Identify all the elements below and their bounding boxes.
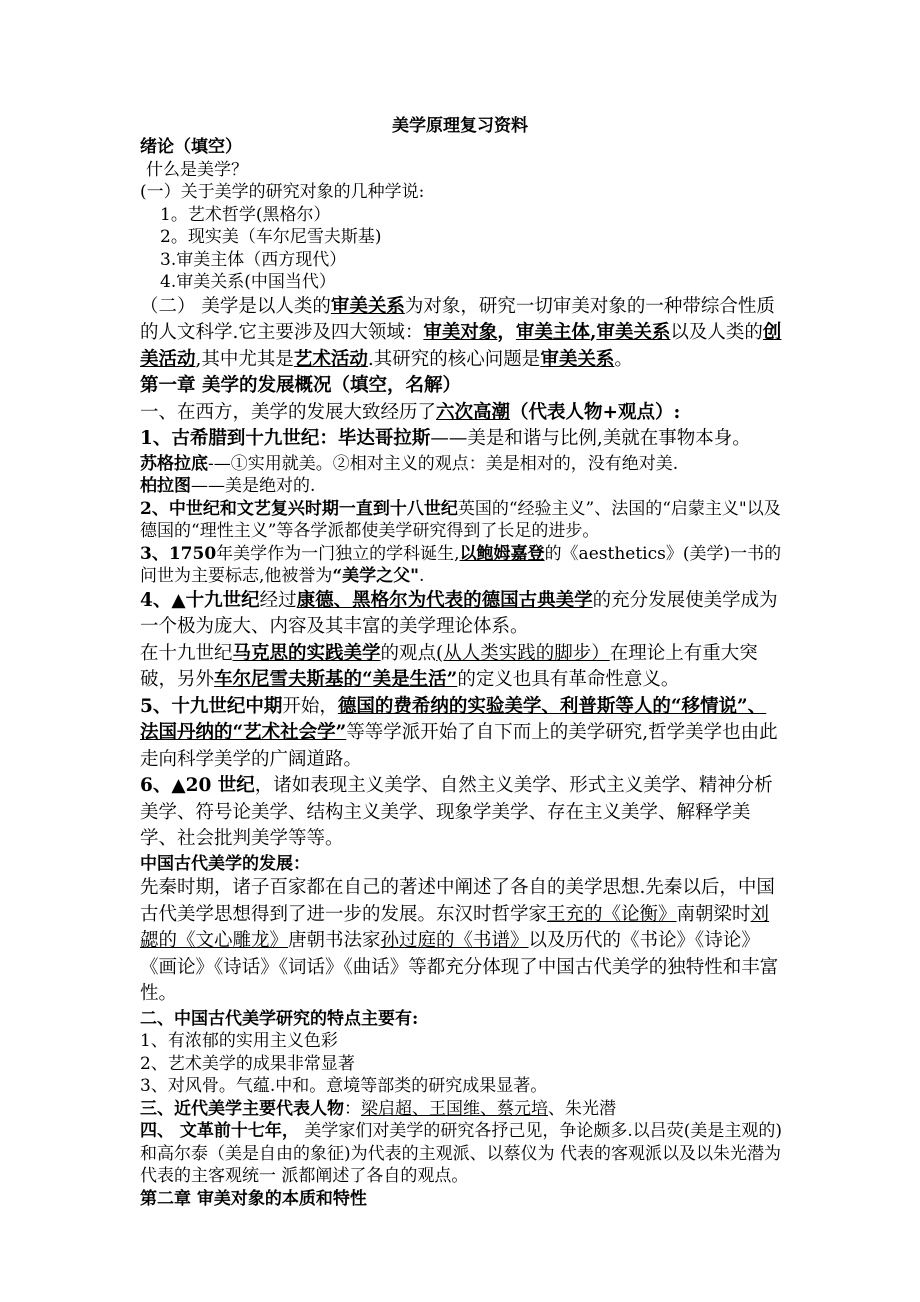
feature-item: 2、艺术美学的成果非常显著 — [140, 1053, 355, 1074]
theory-item: 1。艺术哲学(黑格尔） — [160, 204, 331, 225]
west-item-2: 2、中世纪和文艺复兴时期一直到十八世纪英国的“经验主义”、法国的“启蒙主义"以及德国的“理性主义”等各学派都使美学研究得到了长足的进步。 — [140, 498, 781, 541]
theory-item: 2。现实美（车尔尼雪夫斯基) — [160, 227, 382, 247]
chapter2-heading: 第二章 审美对象的本质和特性 — [140, 1188, 367, 1209]
china-features-heading: 二、中国古代美学研究的特点主要有: — [140, 1008, 419, 1029]
aesthetics-definition: （二） 美学是以人类的审美关系为对象，研究一切审美对象的一种带综合性质的人文科学.它主要涉及四大领域：审美对象，审美主体,审美关系以及人类的创美活动,其中尤其是艺术活动.其研究的核心问题是审美关系。 — [140, 295, 782, 370]
feature-item: 1、有浓郁的实用主义色彩 — [140, 1031, 338, 1051]
chapter1-heading: 第一章 美学的发展概况（填空，名解） — [140, 375, 461, 396]
west-item-4-marx: 在十九世纪马克思的实践美学的观点(从人类实践的脚步）在理论上有重大突破，另外车尔尼雪夫斯基的“美是生活”的定义也具有革命性意义。 — [140, 642, 758, 690]
china-development-text: 先秦时期，诸子百家都在自己的著述中阐述了各自的美学思想.先秦以后，中国古代美学思想得到了进一步的发展。东汉时哲学家王充的《论衡》南朝梁时刘勰的《文心雕龙》唐朝书法家孙过庭的《书谱》以及历代的《书论》《诗论》《画论》《诗话》《词话》《曲话》等都充分体现了中国古代美学的独特性和丰富性。 — [140, 877, 779, 1004]
theory-item: 4.审美关系(中国当代） — [160, 272, 336, 292]
west-item-3: 3、1750年美学作为一门独立的学科诞生,以鲍姆嘉登的《aesthetics》(美学)一书的问世为主要标志,他被誉为“美学之父". — [140, 543, 782, 586]
research-object-heading: (一）关于美学的研究对象的几种学说: — [140, 182, 425, 202]
document-body — [140, 136, 782, 1210]
pre-cultural-revolution: 四、 文革前十七年， 美学家们对美学的研究各抒己见，争论颇多.以吕荧(美是主观的)和高尔泰（美是自由的象征)为代表的主观派、以蔡仪为 代表的客观派以及以朱光潜为代表的主客观统一 派都阐述了各自的观点。 — [140, 1121, 782, 1186]
intro-heading: 绪论（填空） — [140, 137, 242, 157]
theory-item: 3.审美主体（西方现代） — [160, 249, 347, 270]
west-item-5: 5、十九世纪中期开始，德国的费希纳的实验美学、利普斯等人的“移情说”、法国丹纳的“艺术社会学”等等学派开始了自下而上的美学研究,哲学美学也由此走向科学美学的广阔道路。 — [140, 695, 778, 770]
west-development-heading: 一、在西方，美学的发展大致经历了六次高潮（代表人物+观点）: — [140, 401, 681, 423]
west-item-1: 1、古希腊到十九世纪：毕达哥拉斯——美是和谐与比例,美就在事物本身。 — [140, 428, 751, 449]
page-title: 美学原理复习资料 — [392, 116, 528, 136]
intro-question: 什么是美学？ — [146, 159, 248, 180]
west-item-4: 4、▲十九世纪经过康德、黑格尔为代表的德国古典美学的充分发展使美学成为一个极为庞大、内容及其丰富的美学理论体系。 — [140, 589, 778, 637]
china-development-heading: 中国古代美学的发展： — [140, 853, 310, 874]
feature-item: 3、对风骨。气蕴.中和。意境等部类的研究成果显著。 — [140, 1076, 548, 1096]
west-item-plato: 柏拉图——美是绝对的. — [140, 476, 316, 496]
west-item-6: 6、▲20 世纪，诸如表现主义美学、自然主义美学、形式主义美学、精神分析美学、符号论美学、结构主义美学、现象学美学、存在主义美学、解释学美学、社会批判美学等等。 — [140, 775, 773, 849]
modern-representatives: 三、近代美学主要代表人物：梁启超、王国维、蔡元培、朱光潜 — [140, 1098, 616, 1119]
west-item-socrates: 苏格拉底-—①实用就美。②相对主义的观点：美是相对的，没有绝对美. — [140, 453, 679, 474]
